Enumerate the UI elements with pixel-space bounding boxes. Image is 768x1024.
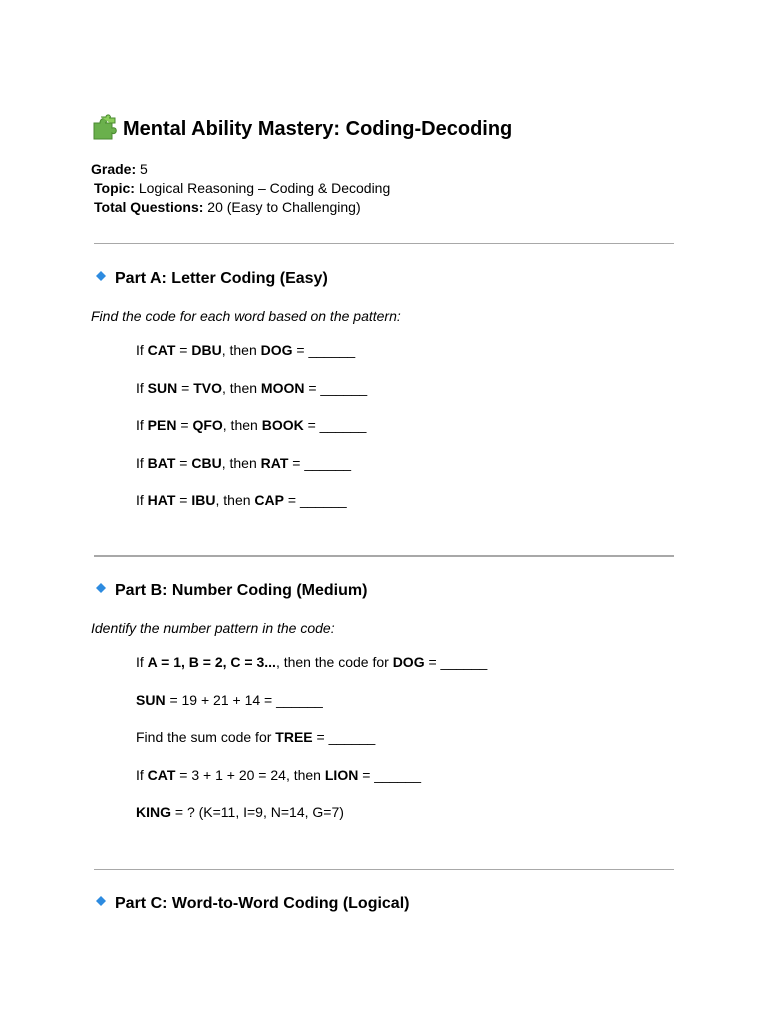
question-keyword: BAT [147, 454, 176, 471]
question-keyword: HAT [147, 492, 176, 508]
grade-line [91, 160, 390, 179]
total-questions-line [91, 198, 390, 217]
question-text-segment: If [136, 417, 148, 433]
question-keyword: TVO [193, 379, 222, 396]
question-text-segment: Find the sum code for [136, 729, 276, 745]
question-text-segment: If [136, 454, 148, 471]
question-keyword: CAT [147, 342, 176, 358]
question-keyword: LION [324, 766, 359, 783]
blue-diamond-icon [96, 271, 106, 281]
topic-value: Logical Reasoning – Coding & Decoding [134, 180, 391, 196]
total-questions-value: 20 (Easy to Challenging) [203, 199, 361, 215]
question-text-segment: , then [221, 342, 261, 358]
question-keyword: PEN [147, 417, 177, 433]
section-heading-part-c [96, 893, 409, 915]
question-text-segment: , then [222, 417, 262, 433]
section-heading-text: Part A: Letter Coding (Easy) [115, 270, 328, 287]
question-text [136, 767, 421, 783]
page-title-text: Mental Ability Mastery: Coding-Decoding [123, 118, 513, 140]
question-text-segment: = ______ [303, 417, 367, 433]
question-text-segment: , then [221, 454, 261, 471]
worksheet-meta [91, 160, 390, 217]
question-text-segment: If [136, 342, 148, 358]
question-text-segment: , then [215, 492, 255, 508]
question-text-segment: = [175, 492, 192, 508]
question-keyword: A = 1, B = 2, C = 3... [147, 654, 276, 670]
question-text [136, 654, 487, 670]
question-keyword: TREE [275, 729, 313, 745]
question-text-segment: = ______ [292, 342, 356, 358]
section-heading-text: Part B: Number Coding (Medium) [115, 582, 368, 599]
puzzle-piece-icon [91, 114, 119, 140]
question-text-segment: = ______ [283, 492, 347, 508]
question-text [136, 729, 375, 745]
divider [94, 869, 674, 870]
question-keyword: DOG [260, 342, 293, 358]
question-text-segment: = [175, 342, 192, 358]
question-keyword: MOON [260, 379, 305, 396]
question-text-segment: , then the code for [275, 654, 393, 670]
question-keyword: SUN [147, 379, 178, 396]
question-text-segment: = 3 + 1 + 20 = 24, then [175, 766, 325, 783]
question-text-segment: If [136, 379, 148, 396]
question-text-segment: = ______ [424, 654, 488, 670]
question-text-segment: = ______ [304, 379, 368, 396]
question-text-segment: If [136, 766, 148, 783]
question-text-segment: = ______ [288, 454, 352, 471]
question-keyword: CBU [191, 454, 222, 471]
topic-line [91, 179, 390, 198]
section-heading-text: Part C: Word-to-Word Coding (Logical) [115, 895, 410, 912]
blue-diamond-icon [96, 896, 106, 906]
question-text-segment: = 19 + 21 + 14 = ______ [165, 691, 323, 708]
question-keyword: DBU [191, 342, 222, 358]
question-text [136, 342, 355, 358]
question-text [136, 492, 347, 508]
divider [94, 243, 674, 244]
question-text-segment: = [175, 454, 192, 471]
section-heading-part-b [96, 580, 367, 602]
question-text-segment: = ______ [358, 766, 421, 783]
question-text-segment: If [136, 492, 148, 508]
divider [94, 555, 674, 557]
blue-diamond-icon [96, 583, 106, 593]
question-keyword: QFO [192, 417, 223, 433]
question-text [136, 380, 367, 396]
question-keyword: CAP [254, 492, 284, 508]
question-text [136, 417, 366, 433]
question-keyword: IBU [191, 492, 216, 508]
question-text [136, 692, 323, 708]
question-keyword: DOG [392, 654, 425, 670]
grade-label: Grade: [91, 161, 137, 177]
question-keyword: KING [136, 804, 171, 820]
question-keyword: RAT [260, 454, 289, 471]
question-text-segment: If [136, 654, 148, 670]
total-questions-label: Total Questions: [94, 199, 204, 215]
section-instruction-part-b: Identify the number pattern in the code: [91, 620, 335, 636]
question-keyword: CAT [147, 766, 176, 783]
section-heading-part-a [96, 268, 328, 290]
question-keyword: BOOK [261, 417, 304, 433]
question-text-segment: = [177, 379, 194, 396]
section-instruction-part-a: Find the code for each word based on the pattern: [91, 308, 401, 324]
question-text [136, 455, 351, 471]
question-text-segment: = [176, 417, 193, 433]
page-title [91, 114, 512, 144]
topic-label: Topic: [94, 180, 135, 196]
question-text-segment: = ______ [312, 729, 376, 745]
question-text-segment: , then [221, 379, 261, 396]
grade-value: 5 [136, 161, 148, 177]
question-keyword: SUN [136, 691, 166, 708]
question-text [136, 804, 344, 820]
question-text-segment: = ? (K=11, I=9, N=14, G=7) [171, 804, 344, 820]
